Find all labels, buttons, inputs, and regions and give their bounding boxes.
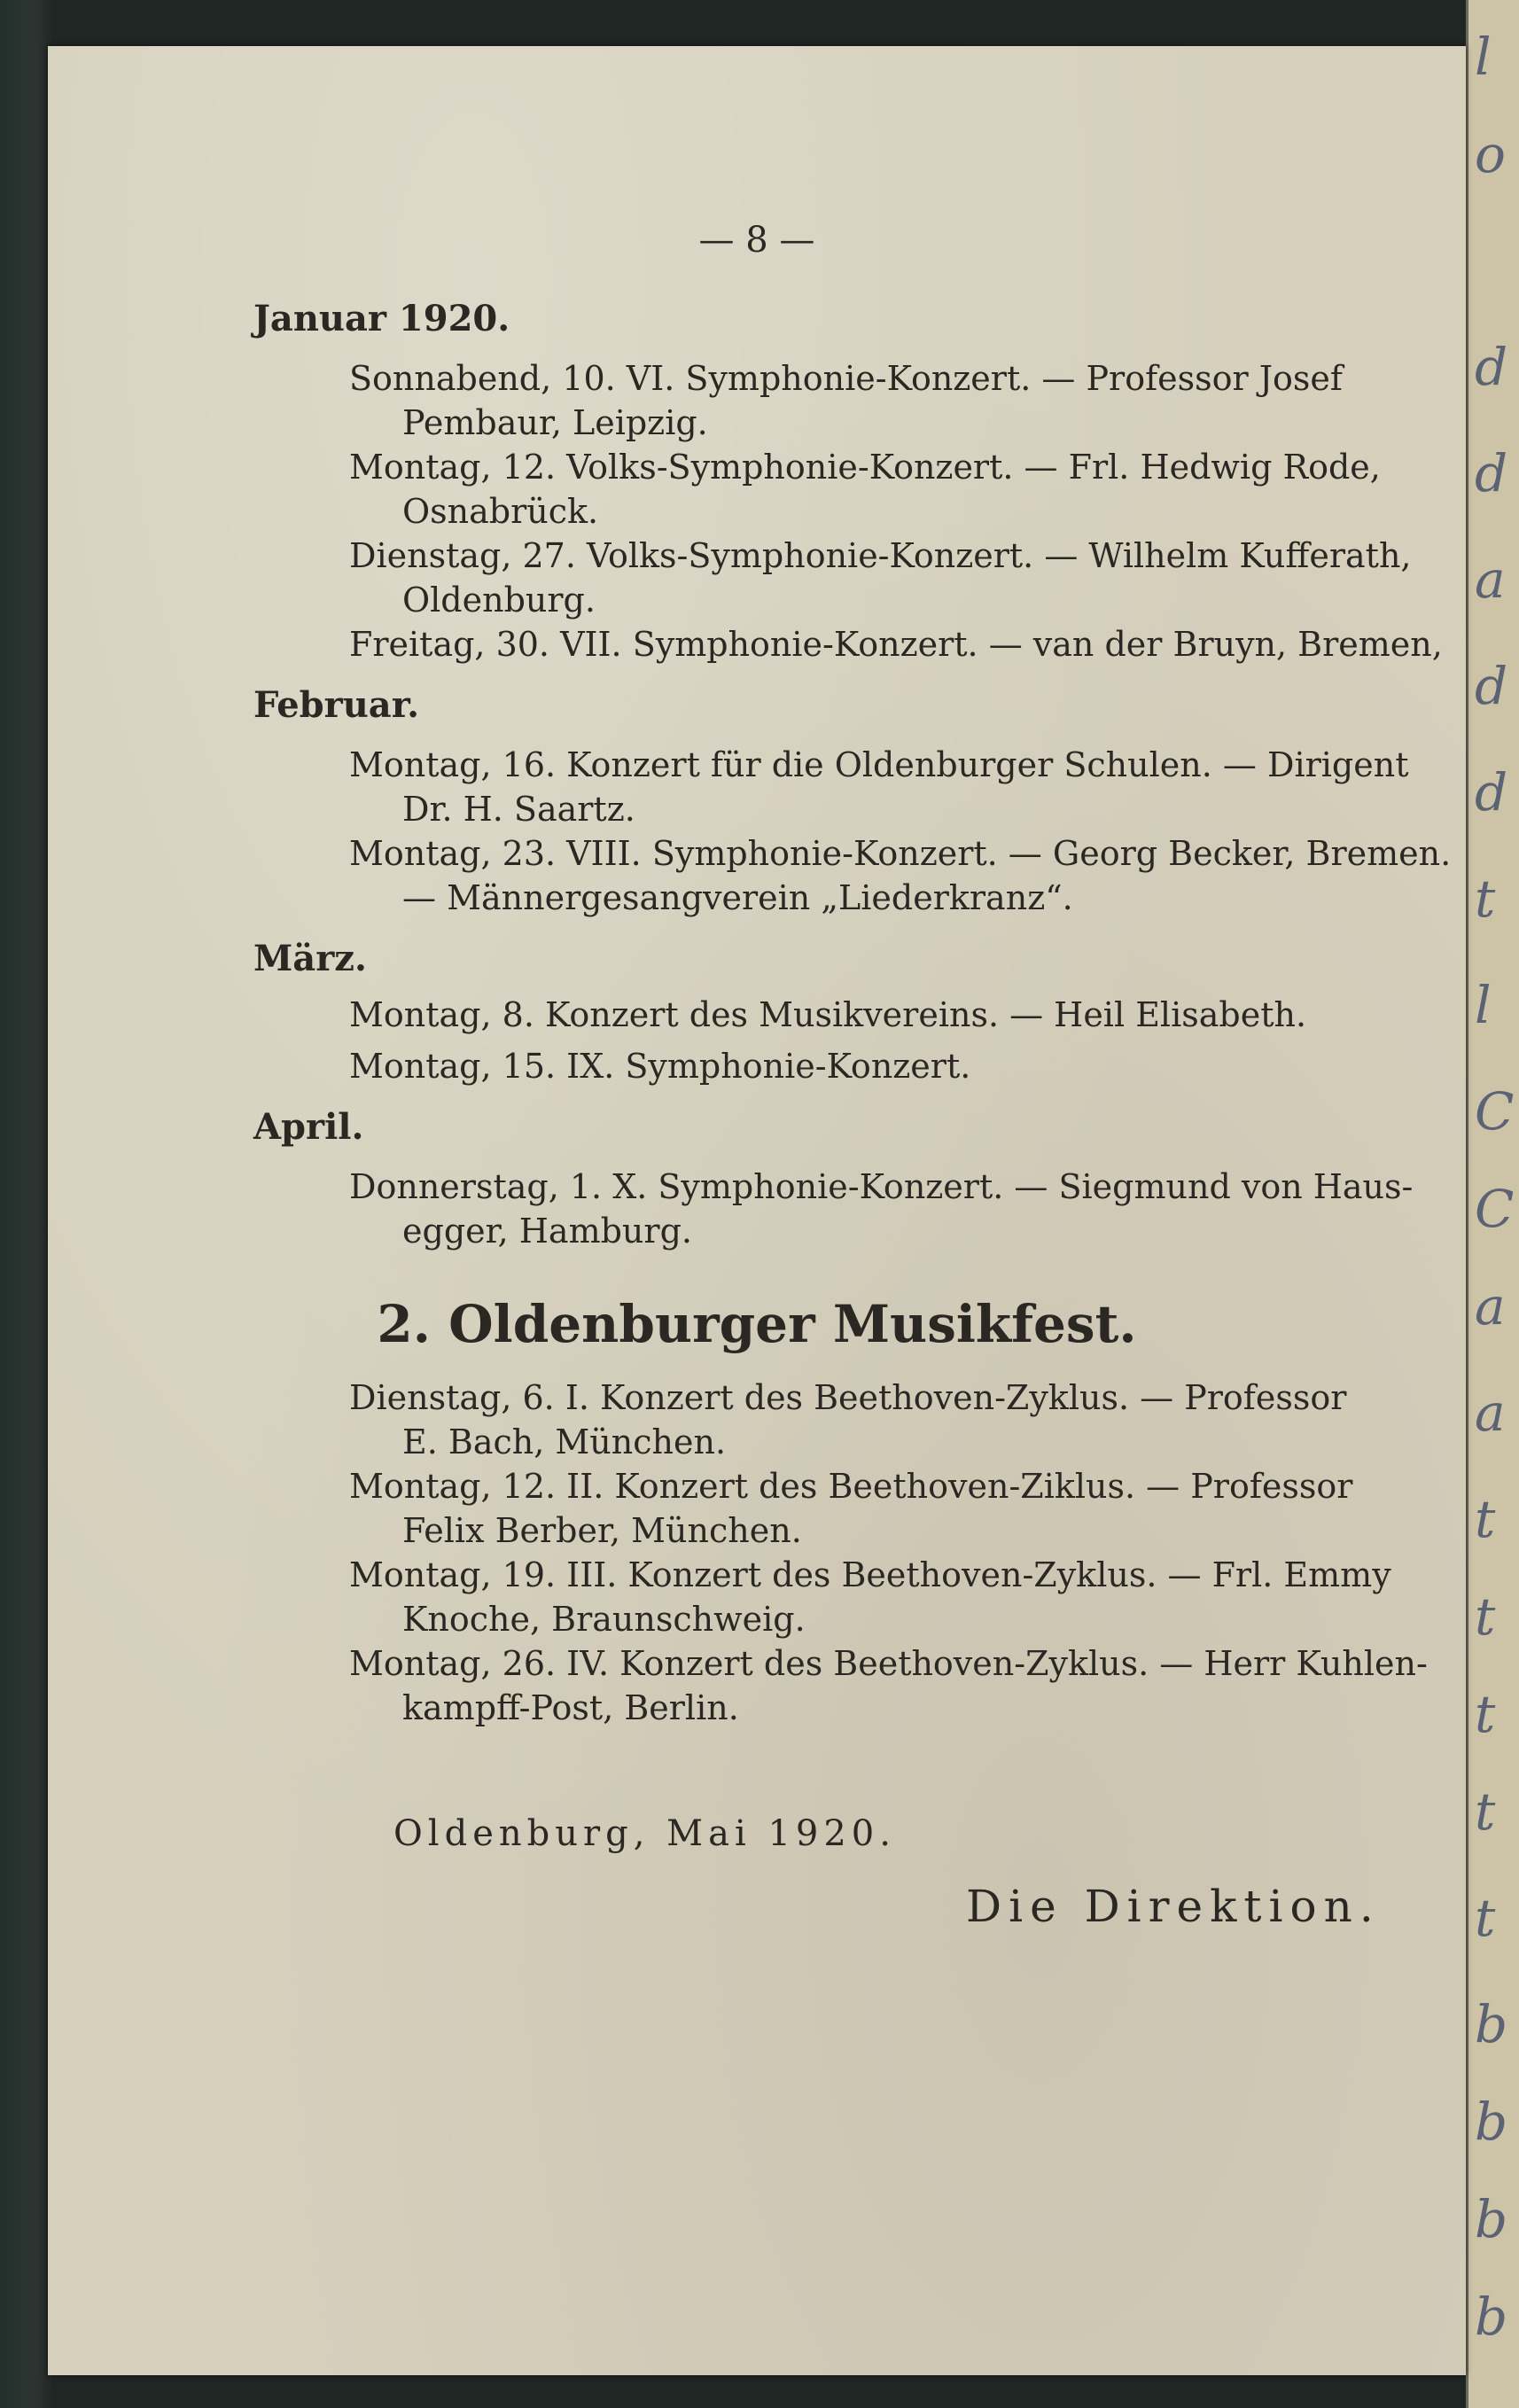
entry-line: Montag, 16. Konzert für die Oldenburger Schulen. — Dirigent [349,745,1409,784]
place-date: Oldenburg, Mai 1920. [393,1813,896,1854]
event-entry [349,743,1453,831]
entry-line: Osnabrück. [402,492,599,531]
margin-handwriting: d [1475,656,1508,716]
margin-handwriting: a [1475,1276,1506,1336]
margin-handwriting: b [1475,1994,1508,2054]
event-entry [349,1375,1453,1464]
month-heading-januar: Januar 1920. [253,298,510,339]
event-entry [349,1553,1453,1641]
margin-handwriting: l [1475,27,1492,87]
entry-line: Knoche, Braunschweig. [402,1600,806,1639]
entry-line: Oldenburg. [402,581,596,620]
margin-handwriting: t [1475,1781,1496,1842]
event-entry [349,622,1453,666]
entry-line: kampff-Post, Berlin. [402,1688,739,1727]
event-entry [349,445,1453,534]
margin-handwriting: t [1475,1888,1496,1948]
event-entry [349,1641,1453,1730]
entry-line: Montag, 8. Konzert des Musikvereins. — Heil Elisabeth. [349,995,1307,1034]
entry-line: Freitag, 30. VII. Symphonie-Konzert. — van der Bruyn, Bremen, [349,625,1443,664]
entry-line: Donnerstag, 1. X. Symphonie-Konzert. — Siegmund von Haus- [349,1167,1414,1206]
margin-handwriting: C [1475,1179,1515,1239]
event-entry [349,1044,1453,1088]
margin-handwriting: b [1475,2287,1508,2347]
margin-handwriting: a [1475,1383,1506,1443]
margin-handwriting: b [1475,2189,1508,2249]
month-heading-februar: Februar. [253,684,420,726]
margin-handwriting: t [1475,1489,1496,1549]
margin-handwriting: d [1475,762,1508,822]
entry-line: E. Bach, München. [402,1422,727,1461]
margin-handwriting: t [1475,869,1496,929]
entry-line: Montag, 15. IX. Symphonie-Konzert. [349,1047,971,1086]
margin-handwriting: t [1475,1684,1496,1744]
margin-handwriting: b [1475,2092,1508,2152]
margin-handwriting: o [1475,124,1506,184]
entry-line: Dienstag, 27. Volks-Symphonie-Konzert. — Wilhelm Kufferath, [349,536,1412,575]
event-entry [349,1464,1453,1553]
margin-handwriting: a [1475,549,1506,610]
printed-page [48,46,1466,2375]
entry-line: — Männergesangverein „Liederkranz“. [402,878,1073,917]
event-entry [349,831,1453,920]
entry-line: Sonnabend, 10. VI. Symphonie-Konzert. — Professor Josef [349,359,1343,398]
musikfest-title: 2. Oldenburger Musikfest. [377,1294,1137,1354]
entry-line: Montag, 19. III. Konzert des Beethoven-Zyklus. — Frl. Emmy [349,1555,1391,1594]
entry-line: Montag, 12. Volks-Symphonie-Konzert. — Frl. Hedwig Rode, [349,448,1381,487]
event-entry [349,993,1453,1037]
month-heading-maerz: März. [253,938,367,979]
entry-line: egger, Hamburg. [402,1212,692,1251]
event-entry [349,1165,1453,1253]
margin-handwriting: C [1475,1081,1515,1142]
margin-handwriting: d [1475,337,1508,397]
margin-handwriting: l [1475,975,1492,1035]
entry-line: Felix Berber, München. [402,1511,802,1550]
entry-line: Montag, 12. II. Konzert des Beethoven-Ziklus. — Professor [349,1467,1353,1506]
entry-line: Dr. H. Saartz. [402,790,635,829]
entry-line: Montag, 26. IV. Konzert des Beethoven-Zyklus. — Herr Kuhlen- [349,1644,1428,1683]
entry-line: Montag, 23. VIII. Symphonie-Konzert. — Georg Becker, Bremen. [349,834,1452,873]
margin-handwriting: t [1475,1586,1496,1647]
entry-line: Pembaur, Leipzig. [402,403,708,442]
event-entry [349,356,1453,445]
event-entry [349,534,1453,622]
page-number: — 8 — [698,220,815,261]
margin-handwriting: d [1475,443,1508,503]
signature-direktion: Die Direktion. [966,1881,1381,1932]
month-heading-april: April. [253,1106,364,1148]
entry-line: Dienstag, 6. I. Konzert des Beethoven-Zyklus. — Professor [349,1378,1347,1417]
